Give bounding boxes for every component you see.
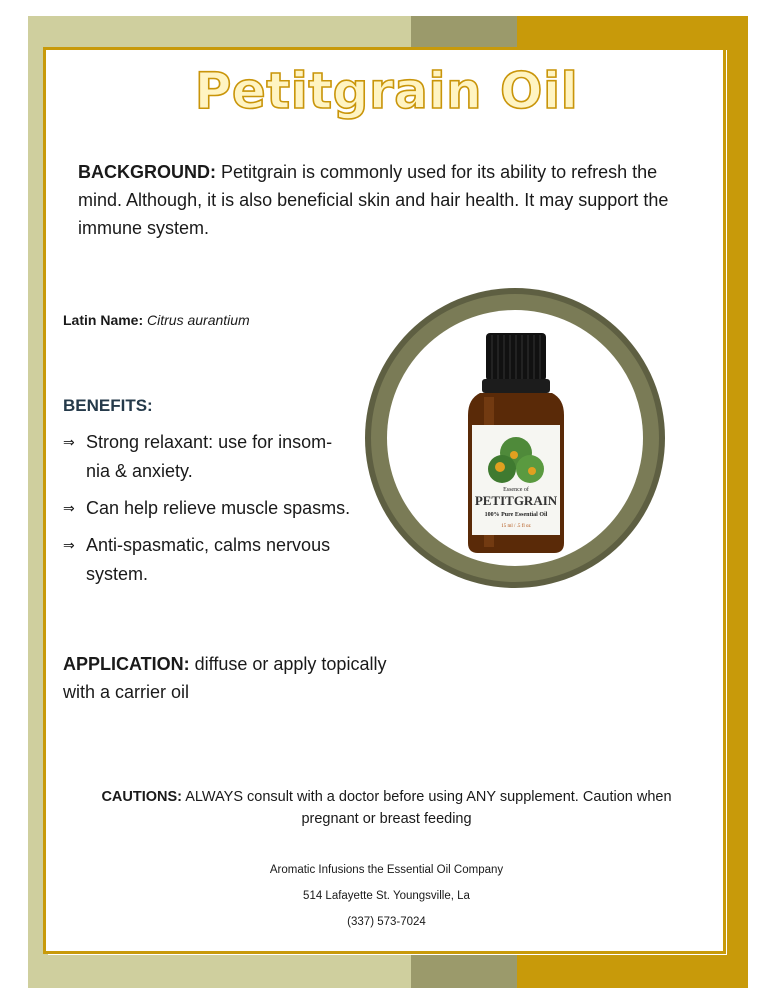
arrow-icon: ⇒ — [63, 537, 75, 553]
page-title: Petitgrain Oil — [194, 62, 579, 120]
latin-label: Latin Name: — [63, 312, 144, 328]
product-image — [362, 285, 668, 591]
application-text: diffuse or apply topically with a carrier oil — [63, 654, 387, 702]
decor-band — [517, 955, 748, 988]
company-name: Aromatic Infusions the Essential Oil Company — [269, 864, 504, 876]
decor-band — [28, 955, 411, 988]
application-section — [63, 650, 403, 706]
list-item: ⇒ Anti-spasmatic, calms nervous system. — [63, 531, 353, 589]
cautions-section — [80, 786, 693, 830]
arrow-icon: ⇒ — [63, 434, 75, 450]
cautions-label: CAUTIONS: — [101, 789, 183, 805]
latin-value: Citrus aurantium — [147, 312, 250, 328]
cautions-text: ALWAYS consult with a doctor before using ANY supplement. Caution when pregnant or breast feeding — [182, 789, 672, 827]
latin-name — [63, 312, 250, 328]
decor-band — [517, 16, 748, 50]
background-section — [78, 158, 678, 242]
bottle-volume-text: 15 ml / .5 fl oz — [501, 524, 531, 529]
application-label: APPLICATION: — [63, 654, 190, 674]
decor-band — [411, 16, 517, 50]
background-label: BACKGROUND: — [78, 162, 216, 182]
decor-band — [28, 16, 411, 50]
benefits-list — [63, 428, 353, 597]
decor-band — [411, 955, 517, 988]
company-address: 514 Lafayette St. Youngsville, La — [303, 890, 470, 902]
bottle-purity-text: 100% Pure Essential Oil — [484, 512, 548, 518]
list-item: ⇒ Strong relaxant: use for insom-nia & anxiety. — [63, 428, 353, 486]
decor-band — [727, 16, 748, 988]
benefits-heading: BENEFITS: — [63, 396, 153, 415]
company-phone: (337) 573-7024 — [347, 916, 426, 928]
bottle-essence-text: Essence of — [503, 487, 529, 493]
bottle-product-text: PETITGRAIN — [474, 493, 558, 508]
arrow-icon: ⇒ — [63, 500, 75, 516]
background-text: Petitgrain is commonly used for its ability to refresh the mind. Although, it is also beneficial skin and hair health. It may support the immune system. — [78, 162, 669, 238]
list-item: ⇒ Can help relieve muscle spasms. — [63, 494, 353, 523]
